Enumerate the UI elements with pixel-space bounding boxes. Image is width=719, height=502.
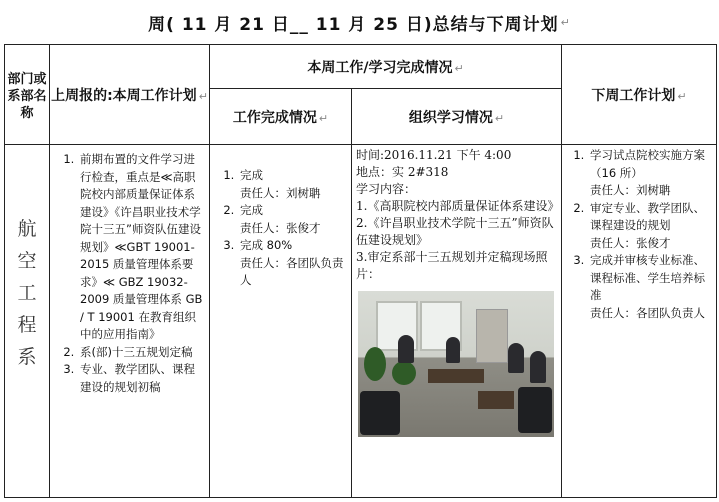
- dept-header-text: 部门或系部名称: [7, 72, 47, 121]
- paragraph-mark-icon: ↵: [494, 111, 505, 125]
- list-item: 2. 系(部)十三五规划定稿: [78, 344, 203, 362]
- work-done-cell: [210, 145, 352, 498]
- owner-text: 责任人：刘树聃: [590, 183, 671, 197]
- task-text: 2. 审定专业、教学团队、课程建设的规划: [590, 200, 705, 232]
- paragraph-mark-icon: ↵: [198, 89, 208, 103]
- department-name: [5, 145, 50, 498]
- status-text: 2. 完成: [240, 203, 263, 217]
- plant-shape: [364, 347, 386, 381]
- study-item: 1.《高职院校内部质量保证体系建设》: [356, 199, 560, 213]
- work-done-header: [210, 89, 352, 145]
- last-week-header-text: 上周报的:本周工作计划: [51, 87, 197, 104]
- plant-shape: [392, 361, 416, 385]
- work-done-header-text: 工作完成情况: [232, 109, 317, 126]
- list-item: [238, 167, 347, 202]
- list-item: 1. 前期布置的文件学习进行检查，重点是≪高职院校内部质量保证体系建设》《许昌职业技术学院十三五”师资队伍建设规划》≪GBT 19001-2015 质量管理体系要求》≪ GBZ 19032-2009 质量管理体系 GB / T 19001 在教育组织中的应用指南》: [78, 151, 203, 344]
- study-header: [352, 89, 562, 145]
- department-char: 航: [17, 218, 37, 240]
- status-text: 3. 完成 80%: [240, 238, 293, 252]
- status-text: 1. 完成: [240, 168, 263, 182]
- task-text: 1. 学习试点院校实施方案（16 所）: [590, 148, 705, 180]
- chair-shape: [518, 387, 552, 433]
- paragraph-mark-icon: ↵: [454, 61, 464, 75]
- study-item: 3.审定系部十三五规划并定稿现场照片：: [356, 250, 548, 281]
- last-week-header: [50, 45, 210, 145]
- list-item: [238, 237, 347, 290]
- person-shape: [398, 335, 414, 363]
- owner-text: 责任人：各团队负责人: [590, 305, 705, 320]
- next-week-header: [562, 45, 717, 145]
- department-char: 工: [17, 282, 37, 304]
- report-title: [0, 0, 719, 44]
- list-item: [588, 252, 712, 322]
- summary-table: [4, 44, 717, 498]
- next-week-plan: [562, 145, 717, 498]
- paragraph-mark-icon: ↵: [560, 15, 571, 29]
- department-char: 空: [17, 250, 37, 272]
- study-content-label: 学习内容：: [356, 182, 417, 196]
- this-week-header-text: 本周工作/学习完成情况: [307, 59, 453, 76]
- owner-text: 责任人：张俊才: [240, 220, 321, 235]
- owner-text: 责任人：各团队负责人: [240, 255, 344, 287]
- person-shape: [530, 351, 546, 383]
- cabinet-shape: [476, 309, 508, 363]
- list-item: [588, 147, 712, 200]
- chair-shape: [360, 391, 400, 435]
- study-cell: [352, 145, 562, 498]
- this-week-header: [210, 45, 562, 89]
- table-shape: [478, 391, 514, 409]
- list-item: 3. 专业、教学团队、课程建设的规划初稿: [78, 361, 203, 396]
- next-week-header-text: 下周工作计划: [591, 87, 676, 104]
- table-shape: [428, 369, 484, 383]
- study-header-text: 组织学习情况: [408, 109, 493, 126]
- person-shape: [508, 343, 524, 373]
- study-place: 地点：实 2#318: [356, 165, 449, 179]
- list-item: [238, 202, 347, 237]
- meeting-photo: [358, 291, 554, 437]
- department-char: 系: [17, 346, 37, 368]
- department-char: 程: [17, 314, 37, 336]
- paragraph-mark-icon: ↵: [318, 111, 329, 125]
- report-title-text: 周( 11 月 21 日__ 11 月 25 日)总结与下周计划: [148, 14, 559, 35]
- study-item: 2.《许昌职业技术学院十三五”师资队伍建设规划》: [356, 216, 554, 247]
- dept-header: [5, 45, 50, 145]
- study-time: 时间:2016.11.21 下午 4:00: [356, 148, 512, 162]
- task-text: 3. 完成并审核专业标准、课程标准、学生培养标准: [590, 253, 705, 302]
- paragraph-mark-icon: ↵: [677, 89, 687, 103]
- last-week-plan: [50, 145, 210, 498]
- list-item: [588, 200, 712, 253]
- owner-text: 责任人：张俊才: [590, 235, 671, 250]
- owner-text: 责任人：刘树聃: [240, 185, 321, 200]
- person-shape: [446, 337, 460, 363]
